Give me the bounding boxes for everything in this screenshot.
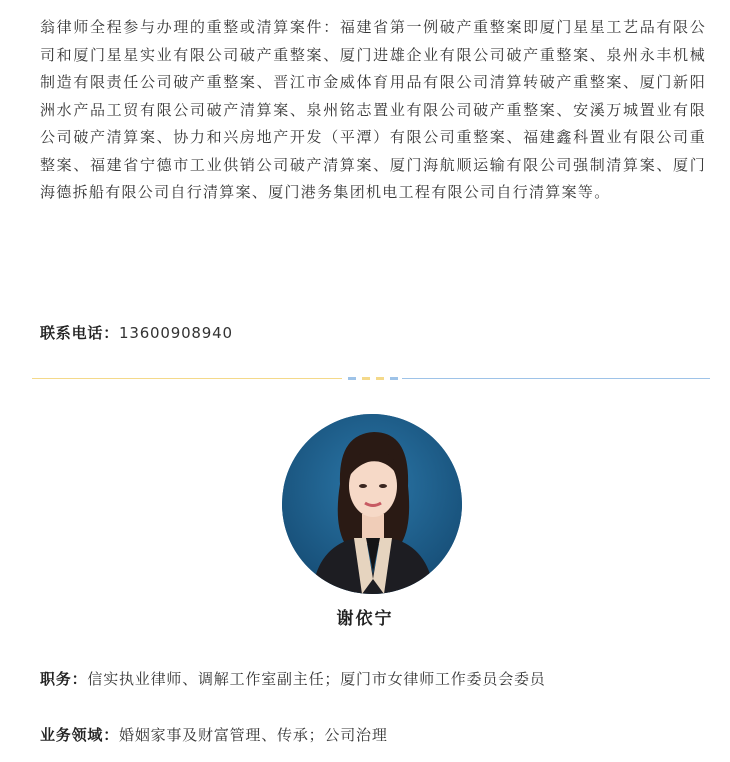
phone-number: 13600908940: [119, 324, 233, 342]
practice-area-label: 业务领域：: [40, 726, 120, 744]
divider-dash: [362, 377, 370, 380]
divider-dash: [390, 377, 398, 380]
duty-line: [40, 668, 546, 689]
profile-name: 谢依宁: [336, 609, 394, 629]
phone-label: 联系电话：: [40, 324, 120, 342]
profile-photo: [282, 414, 462, 594]
divider-left-line: [32, 378, 342, 379]
divider-right-line: [402, 378, 710, 379]
section-divider: [32, 378, 710, 380]
divider-dash: [348, 377, 356, 380]
divider-dash: [376, 377, 384, 380]
duty-label: 职务：: [40, 670, 88, 688]
practice-area-value: 婚姻家事及财富管理、传承；公司治理: [119, 726, 388, 744]
portrait-image: [282, 414, 462, 594]
duty-value: 信实执业律师、调解工作室副主任；厦门市女律师工作委员会委员: [87, 670, 546, 688]
phone-line: [40, 322, 233, 343]
cases-paragraph: 翁律师全程参与办理的重整或清算案件：福建省第一例破产重整案即厦门星星工艺品有限公司和厦门星星实业有限公司破产重整案、厦门进雄企业有限公司破产重整案、泉州永丰机械制造有限责任公司破产重整案、晋江市金威体育用品有限公司清算转破产重整案、厦门新阳洲水产品工贸有限公司破产清算案、泉州铭志置业有限公司破产重整案、安溪万城置业有限公司破产清算案、协力和兴房地产开发（平潭）有限公司重整案、福建鑫科置业有限公司重整案、福建省宁德市工业供销公司破产清算案、厦门海航顺运输有限公司强制清算案、厦门海德拆船有限公司自行清算案、厦门港务集团机电工程有限公司自行清算案等。: [40, 18, 706, 201]
practice-area-line: [40, 724, 388, 745]
